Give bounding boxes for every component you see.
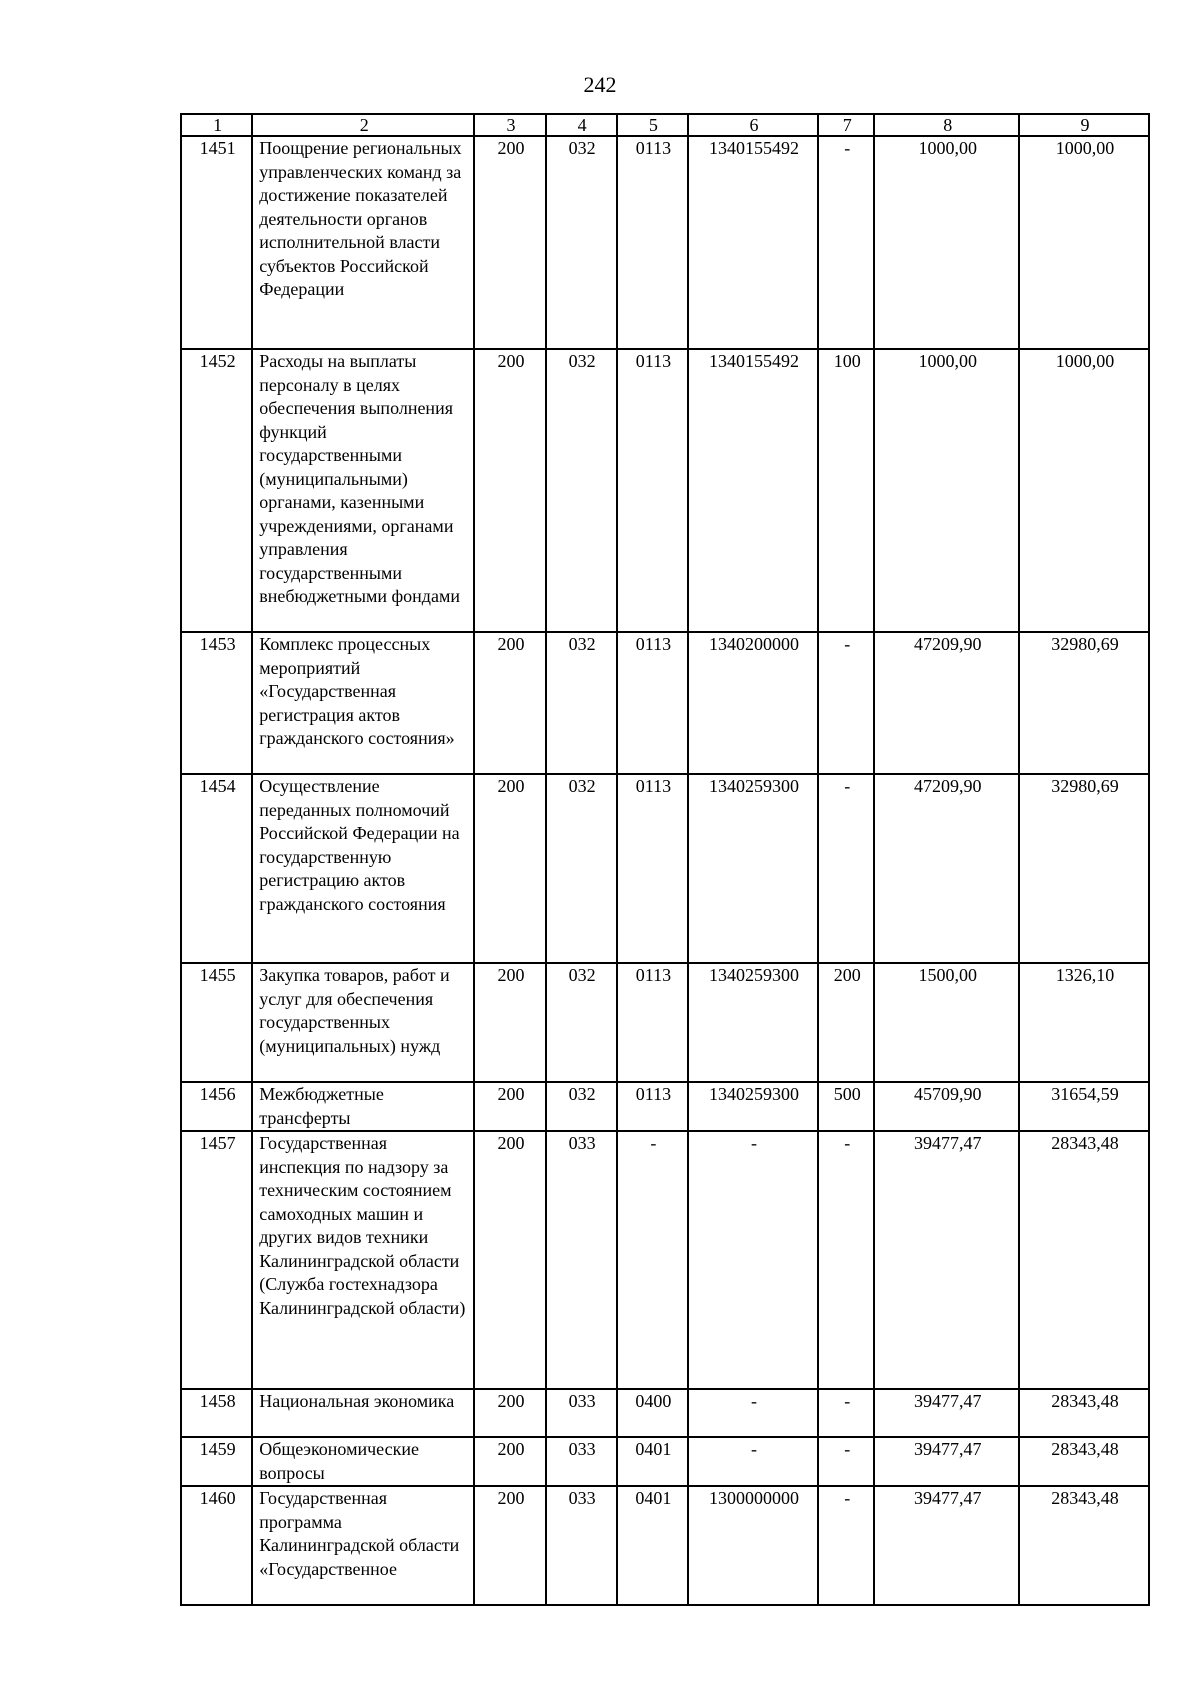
cell-col-6: - <box>688 1131 818 1389</box>
row-number: 1458 <box>181 1389 252 1437</box>
cell-col-6: 1340200000 <box>688 632 818 774</box>
row-name: Осуществление переданных полномочий Российской Федерации на государственную регистрацию актов гражданского состояния <box>252 774 474 963</box>
table-row <box>181 136 1149 349</box>
table-row <box>181 1437 1149 1486</box>
cell-col-7: 100 <box>818 349 875 632</box>
cell-col-9: 28343,48 <box>1019 1389 1149 1437</box>
cell-col-9: 32980,69 <box>1019 632 1149 774</box>
row-name: Поощрение региональных управленческих команд за достижение показателей деятельности органов исполнительной власти субъектов Российской Федерации <box>252 136 474 349</box>
budget-table <box>180 113 1150 1606</box>
cell-col-7: 200 <box>818 963 875 1082</box>
cell-col-7: - <box>818 1486 875 1605</box>
cell-col-6: 1340155492 <box>688 349 818 632</box>
cell-col-9: 28343,48 <box>1019 1437 1149 1486</box>
cell-col-4: 032 <box>546 774 617 963</box>
header-col-7: 7 <box>818 114 875 136</box>
row-name: Закупка товаров, работ и услуг для обеспечения государственных (муниципальных) нужд <box>252 963 474 1082</box>
cell-col-9: 1326,10 <box>1019 963 1149 1082</box>
row-name: Межбюджетные трансферты <box>252 1082 474 1131</box>
cell-col-3: 200 <box>474 774 545 963</box>
table-row <box>181 1389 1149 1437</box>
cell-col-4: 032 <box>546 1082 617 1131</box>
cell-col-6: - <box>688 1437 818 1486</box>
cell-col-7: - <box>818 1131 875 1389</box>
cell-col-7: - <box>818 1389 875 1437</box>
cell-col-3: 200 <box>474 1082 545 1131</box>
cell-col-4: 033 <box>546 1437 617 1486</box>
cell-col-5: 0113 <box>617 349 688 632</box>
cell-col-4: 032 <box>546 632 617 774</box>
cell-col-6: 1340155492 <box>688 136 818 349</box>
row-number: 1460 <box>181 1486 252 1605</box>
page-number: 242 <box>583 72 617 97</box>
cell-col-5: 0401 <box>617 1486 688 1605</box>
table-row <box>181 963 1149 1082</box>
header-col-5: 5 <box>617 114 688 136</box>
header-col-9: 9 <box>1019 114 1149 136</box>
cell-col-5: 0401 <box>617 1437 688 1486</box>
table-row <box>181 632 1149 774</box>
cell-col-9: 1000,00 <box>1019 349 1149 632</box>
cell-col-4: 032 <box>546 963 617 1082</box>
cell-col-3: 200 <box>474 632 545 774</box>
cell-col-5: 0400 <box>617 1389 688 1437</box>
cell-col-3: 200 <box>474 1486 545 1605</box>
cell-col-9: 28343,48 <box>1019 1486 1149 1605</box>
cell-col-5: - <box>617 1131 688 1389</box>
row-name: Расходы на выплаты персоналу в целях обеспечения выполнения функций государственными (муниципальными) органами, казенными учреждениями, органами управления государственными внебюджетными фондами <box>252 349 474 632</box>
cell-col-5: 0113 <box>617 136 688 349</box>
header-col-8: 8 <box>874 114 1019 136</box>
header-col-3: 3 <box>474 114 545 136</box>
header-col-2: 2 <box>252 114 474 136</box>
cell-col-7: - <box>818 632 875 774</box>
cell-col-6: 1300000000 <box>688 1486 818 1605</box>
row-name: Комплекс процессных мероприятий «Государственная регистрация актов гражданского состояния» <box>252 632 474 774</box>
cell-col-3: 200 <box>474 1131 545 1389</box>
cell-col-5: 0113 <box>617 632 688 774</box>
row-name: Государственная инспекция по надзору за техническим состоянием самоходных машин и других видов техники Калининградской области (Служба гостехнадзора Калининградской области) <box>252 1131 474 1389</box>
header-col-6: 6 <box>688 114 818 136</box>
cell-col-7: - <box>818 774 875 963</box>
row-number: 1457 <box>181 1131 252 1389</box>
row-number: 1455 <box>181 963 252 1082</box>
cell-col-8: 39477,47 <box>874 1437 1019 1486</box>
cell-col-4: 032 <box>546 136 617 349</box>
cell-col-6: 1340259300 <box>688 1082 818 1131</box>
row-number: 1452 <box>181 349 252 632</box>
row-number: 1459 <box>181 1437 252 1486</box>
row-name: Государственная программа Калининградской области «Государственное <box>252 1486 474 1605</box>
cell-col-3: 200 <box>474 136 545 349</box>
cell-col-6: 1340259300 <box>688 774 818 963</box>
cell-col-8: 1000,00 <box>874 349 1019 632</box>
header-col-1: 1 <box>181 114 252 136</box>
row-name: Общеэкономические вопросы <box>252 1437 474 1486</box>
cell-col-4: 033 <box>546 1486 617 1605</box>
cell-col-3: 200 <box>474 1389 545 1437</box>
cell-col-7: 500 <box>818 1082 875 1131</box>
header-row <box>181 114 1149 136</box>
cell-col-9: 32980,69 <box>1019 774 1149 963</box>
row-number: 1451 <box>181 136 252 349</box>
table-row <box>181 1131 1149 1389</box>
cell-col-8: 47209,90 <box>874 774 1019 963</box>
table-row <box>181 774 1149 963</box>
row-number: 1453 <box>181 632 252 774</box>
cell-col-5: 0113 <box>617 963 688 1082</box>
cell-col-6: - <box>688 1389 818 1437</box>
cell-col-8: 39477,47 <box>874 1131 1019 1389</box>
cell-col-4: 033 <box>546 1131 617 1389</box>
cell-col-8: 1000,00 <box>874 136 1019 349</box>
table-row <box>181 349 1149 632</box>
cell-col-8: 39477,47 <box>874 1389 1019 1437</box>
cell-col-6: 1340259300 <box>688 963 818 1082</box>
row-name: Национальная экономика <box>252 1389 474 1437</box>
cell-col-8: 45709,90 <box>874 1082 1019 1131</box>
table-row <box>181 1486 1149 1605</box>
row-number: 1456 <box>181 1082 252 1131</box>
cell-col-8: 39477,47 <box>874 1486 1019 1605</box>
cell-col-8: 1500,00 <box>874 963 1019 1082</box>
cell-col-9: 1000,00 <box>1019 136 1149 349</box>
cell-col-4: 033 <box>546 1389 617 1437</box>
cell-col-4: 032 <box>546 349 617 632</box>
cell-col-9: 28343,48 <box>1019 1131 1149 1389</box>
table-row <box>181 1082 1149 1131</box>
cell-col-5: 0113 <box>617 1082 688 1131</box>
cell-col-8: 47209,90 <box>874 632 1019 774</box>
cell-col-3: 200 <box>474 349 545 632</box>
cell-col-3: 200 <box>474 1437 545 1486</box>
row-number: 1454 <box>181 774 252 963</box>
cell-col-7: - <box>818 1437 875 1486</box>
cell-col-3: 200 <box>474 963 545 1082</box>
cell-col-9: 31654,59 <box>1019 1082 1149 1131</box>
cell-col-5: 0113 <box>617 774 688 963</box>
cell-col-7: - <box>818 136 875 349</box>
header-col-4: 4 <box>546 114 617 136</box>
